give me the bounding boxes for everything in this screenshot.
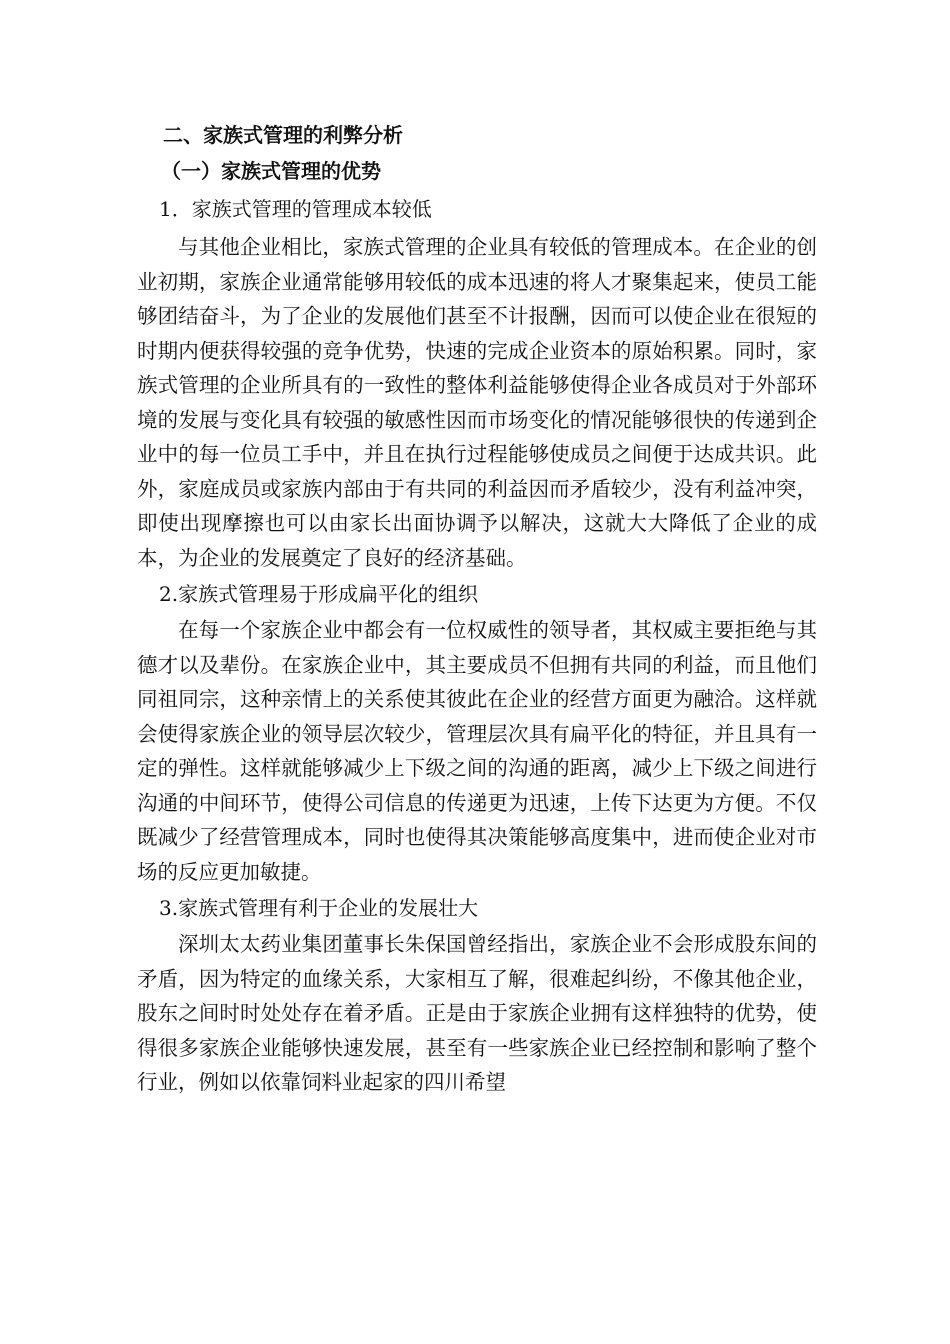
item-heading-2: 2.家族式管理易于形成扁平化的组织 bbox=[159, 582, 479, 606]
section-heading: 二、家族式管理的利弊分析 bbox=[163, 123, 403, 147]
item-paragraph-3: 深圳太太药业集团董事长朱保国曾经指出，家族企业不会形成股东间的矛盾，因为特定的血缘关系，大家相互了解，很难起纠纷，不像其他企业，股东之间时时处处存在着矛盾。正是由于家族企业拥有这样独特的优势，使得很多家族企业能够快速发展，甚至有一些家族企业已经控制和影响了整个行业，例如以依靠饲料业起家的四川希望 bbox=[137, 932, 817, 1094]
item-heading-1: 1．家族式管理的管理成本较低 bbox=[159, 197, 432, 221]
document-body bbox=[137, 118, 817, 1100]
item-paragraph-2: 在每一个家族企业中都会有一位权威性的领导者，其权威主要拒绝与其德才以及辈份。在家族企业中，其主要成员不但拥有共同的利益，而且他们同祖同宗，这种亲情上的关系使其彼此在企业的经营方面更为融洽。这样就会使得家族企业的领导层次较少，管理层次具有扁平化的特征，并且具有一定的弹性。这样就能够减少上下级之间的沟通的距离，减少上下级之间进行沟通的中间环节，使得公司信息的传递更为迅速，上传下达更为方便。不仅既减少了经营管理成本，同时也使得其决策能够高度集中，进而使企业对市场的反应更加敏捷。 bbox=[137, 618, 817, 884]
subsection-heading: （一）家族式管理的优势 bbox=[161, 159, 381, 183]
item-heading-3: 3.家族式管理有利于企业的发展壮大 bbox=[159, 896, 479, 920]
item-paragraph-1: 与其他企业相比，家族式管理的企业具有较低的管理成本。在企业的创业初期，家族企业通常能够用较低的成本迅速的将人才聚集起来，使员工能够团结奋斗，为了企业的发展他们甚至不计报酬，因而可以使企业在很短的时期内便获得较强的竞争优势，快速的完成企业资本的原始积累。同时，家族式管理的企业所具有的一致性的整体利益能够使得企业各成员对于外部环境的发展与变化具有较强的敏感性因而市场变化的情况能够很快的传递到企业中的每一位员工手中，并且在执行过程能够使成员之间便于达成共识。此外，家庭成员或家族内部由于有共同的利益因而矛盾较少，没有利益冲突，即使出现摩擦也可以由家长出面协调予以解决，这就大大降低了企业的成本，为企业的发展奠定了良好的经济基础。 bbox=[137, 235, 817, 570]
